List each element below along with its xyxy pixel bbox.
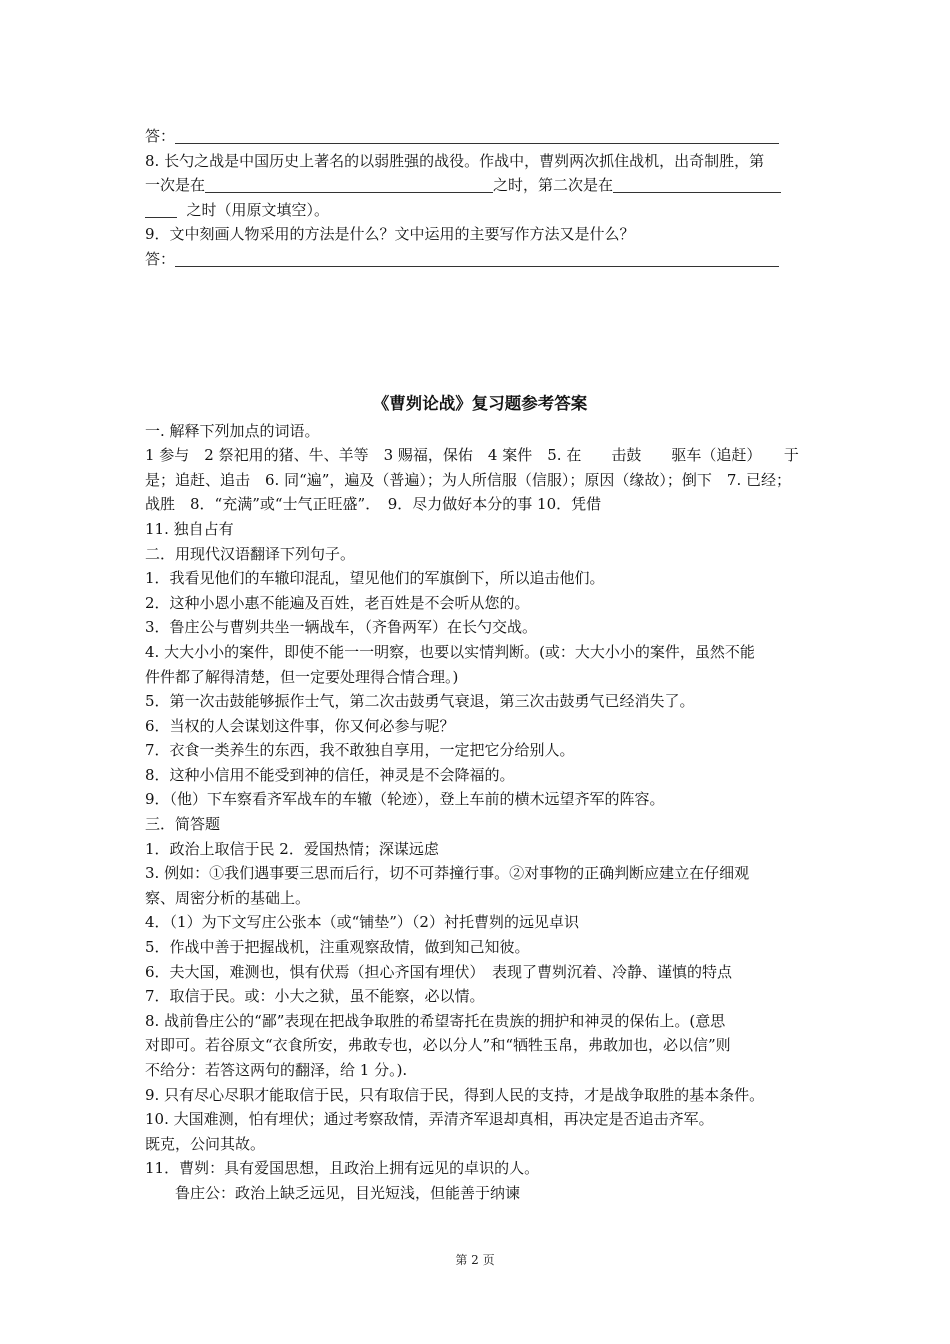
section-3-item: 鲁庄公：政治上缺乏远见，目光短浅，但能善于纳谏 [175,1183,521,1202]
section-3-item: 对即可。若谷原文“衣食所安，弗敢专也，必以分人”和“牺牲玉帛，弗敢加也，必以信”则 [145,1036,731,1055]
section-3-item: 10. 大国难测，怕有埋伏；通过考察敌情，弄清齐军退却真相，再决定是否追击齐军。 [145,1110,714,1129]
section-2-item: 3．鲁庄公与曹刿共坐一辆战车，（齐鲁两军）在长勺交战。 [145,618,538,637]
answer-blank[interactable] [175,250,779,267]
section-3-item: 1．政治上取信于民 2．爱国热情；深谋远虑 [145,839,439,858]
fill-blank-2-cont[interactable] [145,201,177,218]
section-3-item: 8. 战前鲁庄公的“鄙”表现在把战争取胜的希望寄托在贵族的拥护和神灵的保佑上。(意思 [145,1011,726,1030]
section-2-item: 件件都了解得清楚，但一定要处理得合情合理。) [145,667,459,686]
section-2-item: 8．这种小信用不能受到神的信任，神灵是不会降福的。 [145,765,515,784]
section-3-item: 7．取信于民。或：小大之狱，虽不能察，必以情。 [145,987,485,1006]
section-3-item: 4．（1）为下文写庄公张本（或“铺垫”）（2）衬托曹刿的远见卓识 [145,913,579,932]
section-2-item: 7．衣食一类养生的东西，我不敢独自享用，一定把它分给别人。 [145,741,575,760]
section-3-item: 3. 例如：①我们遇事要三思而后行，切不可莽撞行事。②对事物的正确判断应建立在仔细观 [145,864,750,883]
section-2-item: 2．这种小恩小惠不能遍及百姓，老百姓是不会听从您的。 [145,593,530,612]
answers-title: 《曹刿论战》复习题参考答案 [372,393,588,413]
question-8-line-3 [145,198,815,223]
answer-line-2 [145,247,815,272]
question-8-line-1: 8. 长勺之战是中国历史上著名的以弱胜强的战役。作战中，曹刿两次抓住战机，出奇制胜，第 [145,151,765,170]
section-1-line: 1 参与 2 祭祀用的猪、牛、羊等 3 赐福，保佑 4 案件 5. 在 击鼓 驱车（追赶） 于 [145,446,799,465]
section-3-item: 9. 只有尽心尽职才能取信于民，只有取信于民，得到人民的支持，才是战争取胜的基本条件。 [145,1085,765,1104]
section-2-item: 6．当权的人会谋划这件事，你又何必参与呢？ [145,716,455,735]
section-3-item: 察、周密分析的基础上。 [145,888,311,907]
question-8-text: 一次是在 [145,176,206,195]
answer-label: 答： [145,249,176,268]
answer-blank[interactable] [175,127,779,144]
section-3-item: 11．曹刿：具有爱国思想，且政治上拥有远见的卓识的人。 [145,1159,540,1178]
section-2-item: 4. 大大小小的案件，即使不能一一明察，也要以实情判断。(或：大大小小的案件，虽然不能 [145,642,755,661]
section-3-item: 5．作战中善于把握战机，注重观察敌情，做到知己知彼。 [145,938,530,957]
section-1-heading: 一. 解释下列加点的词语。 [145,421,320,440]
question-8-line-2 [145,173,815,198]
section-2-item: 1．我看见他们的车辙印混乱，望见他们的军旗倒下，所以追击他们。 [145,569,605,588]
spacer [145,272,815,391]
section-1-line: 是；追赶、追击 6. 同“遍”，遍及（普遍）；为人所信服（信服）；原因（缘故）；倒下 7. 已经； [145,470,792,489]
question-8-text: 之时，第二次是在 [493,176,614,195]
answer-line-1 [145,124,815,149]
section-1-line: 战胜 8．“充满”或“士气正旺盛”． 9．尽力做好本分的事 10．凭借 [145,495,602,514]
section-2-heading: 二．用现代汉语翻译下列句子。 [145,544,356,563]
question-8-text: 之时（用原文填空）。 [186,200,330,219]
section-3-item: 不给分：若答这两句的翻泽，给 1 分。). [145,1061,408,1079]
section-3-item: 既克，公问其故。 [145,1134,266,1153]
fill-blank-1[interactable] [205,176,493,193]
section-2-item: 9．（他）下车察看齐军战车的车辙（轮迹），登上车前的横木远望齐军的阵容。 [145,790,665,809]
section-1-line: 11. 独自占有 [145,519,234,538]
question-9: 9．文中刻画人物采用的方法是什么？文中运用的主要写作方法又是什么？ [145,225,635,244]
fill-blank-2[interactable] [613,176,781,193]
page-number: 第 2 页 [455,1253,495,1267]
section-3-item: 6．夫大国，难测也，惧有伏焉（担心齐国有埋伏） 表现了曹刿沉着、冷静、谨慎的特点 [145,962,733,981]
answer-label: 答： [145,127,176,145]
page-content [145,124,815,1206]
section-3-heading: 三．简答题 [145,815,221,834]
section-2-item: 5．第一次击鼓能够振作士气，第二次击鼓勇气衰退，第三次击鼓勇气已经消失了。 [145,692,695,711]
